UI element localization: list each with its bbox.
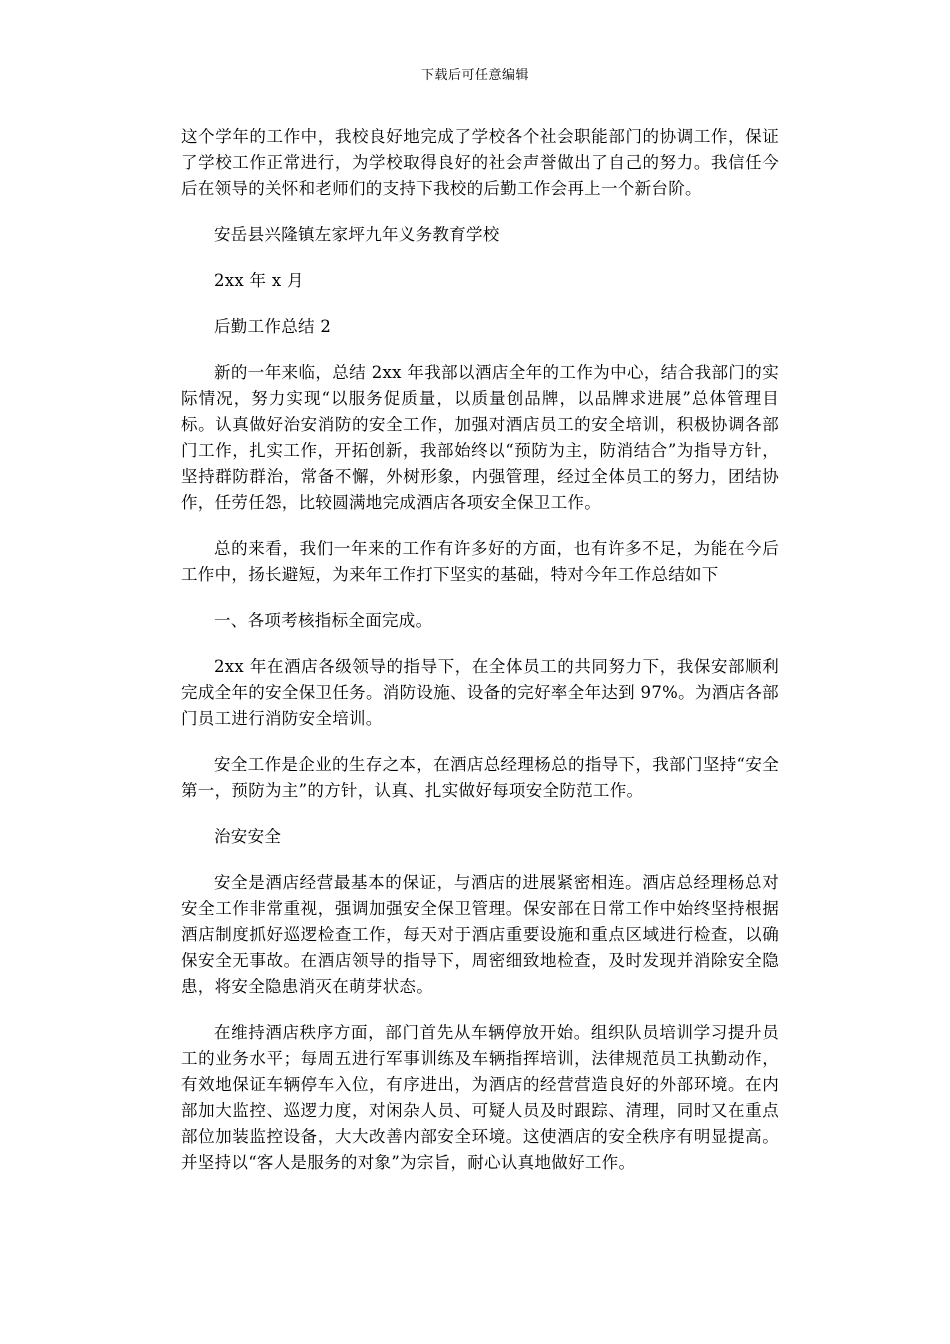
section-heading: 一、各项考核指标全面完成。: [214, 611, 433, 630]
paragraph: 安全是酒店经营最基本的保证，与酒店的进展紧密相连。酒店总经理杨总对安全工作非常重视，强调加强安全保卫管理。保安部在日常工作中始终坚持根据酒店制度抓好巡逻检查工作，每天对于酒店重要设施和重点区域进行检查，以确保安全无事故。在酒店领导的指导下，周密细致地检查，及时发现并消除安全隐患，将安全隐患消灭在萌芽状态。: [181, 873, 779, 996]
school-name-line: 安岳县兴隆镇左家坪九年义务教育学校: [214, 225, 500, 244]
paragraph: 新的一年来临，总结 2xx 年我部以酒店全年的工作为中心，结合我部门的实际情况，努力实现“以服务促质量，以质量创品牌，以品牌求进展”总体管理目标。认真做好治安消防的安全工作，加强对酒店员工的安全培训，积极协调各部门工作，扎实工作，开拓创新，我部始终以“预防为主，防消结合”为指导方针，坚持群防群治，常备不懈，外树形象，内强管理，经过全体员工的努力，团结协作，任劳任怨，比较圆满地完成酒店各项安全保卫工作。: [181, 363, 779, 512]
paragraph: 安全工作是企业的生存之本，在酒店总经理杨总的指导下，我部门坚持“安全第一，预防为主”的方针，认真、扎实做好每项安全防范工作。: [181, 755, 779, 800]
page-header: 下载后可任意编辑: [420, 68, 529, 83]
document-body: [181, 124, 779, 1196]
paragraph: 2xx 年在酒店各级领导的指导下，在全体员工的共同努力下，我保安部顺利完成全年的安全保卫任务。消防设施、设备的完好率全年达到 97%。为酒店各部门员工进行消防安全培训。: [181, 657, 779, 728]
paragraph: 这个学年的工作中，我校良好地完成了学校各个社会职能部门的协调工作，保证了学校工作正常进行，为学校取得良好的社会声誉做出了自己的努力。我信任今后在领导的关怀和老师们的支持下我校的后勤工作会再上一个新台阶。: [181, 127, 779, 198]
date-line: 2xx 年 x 月: [214, 271, 304, 290]
paragraph: 在维持酒店秩序方面，部门首先从车辆停放开始。组织队员培训学习提升员工的业务水平；每周五进行军事训练及车辆指挥培训，法律规范员工执勤动作，有效地保证车辆停车入位，有序进出，为酒店的经营营造良好的外部环境。在内部加大监控、巡逻力度，对闲杂人员、可疑人员及时跟踪、清理，同时又在重点部位加装监控设备，大大改善内部安全环境。这使酒店的安全秩序有明显提高。并坚持以“客人是服务的对象”为宗旨，耐心认真地做好工作。: [181, 1023, 779, 1172]
section-heading: 治安安全: [214, 827, 282, 846]
paragraph: 总的来看，我们一年来的工作有许多好的方面，也有许多不足，为能在今后工作中，扬长避短，为来年工作打下坚实的基础，特对今年工作总结如下: [181, 539, 779, 584]
section-title: 后勤工作总结 2: [214, 317, 332, 336]
